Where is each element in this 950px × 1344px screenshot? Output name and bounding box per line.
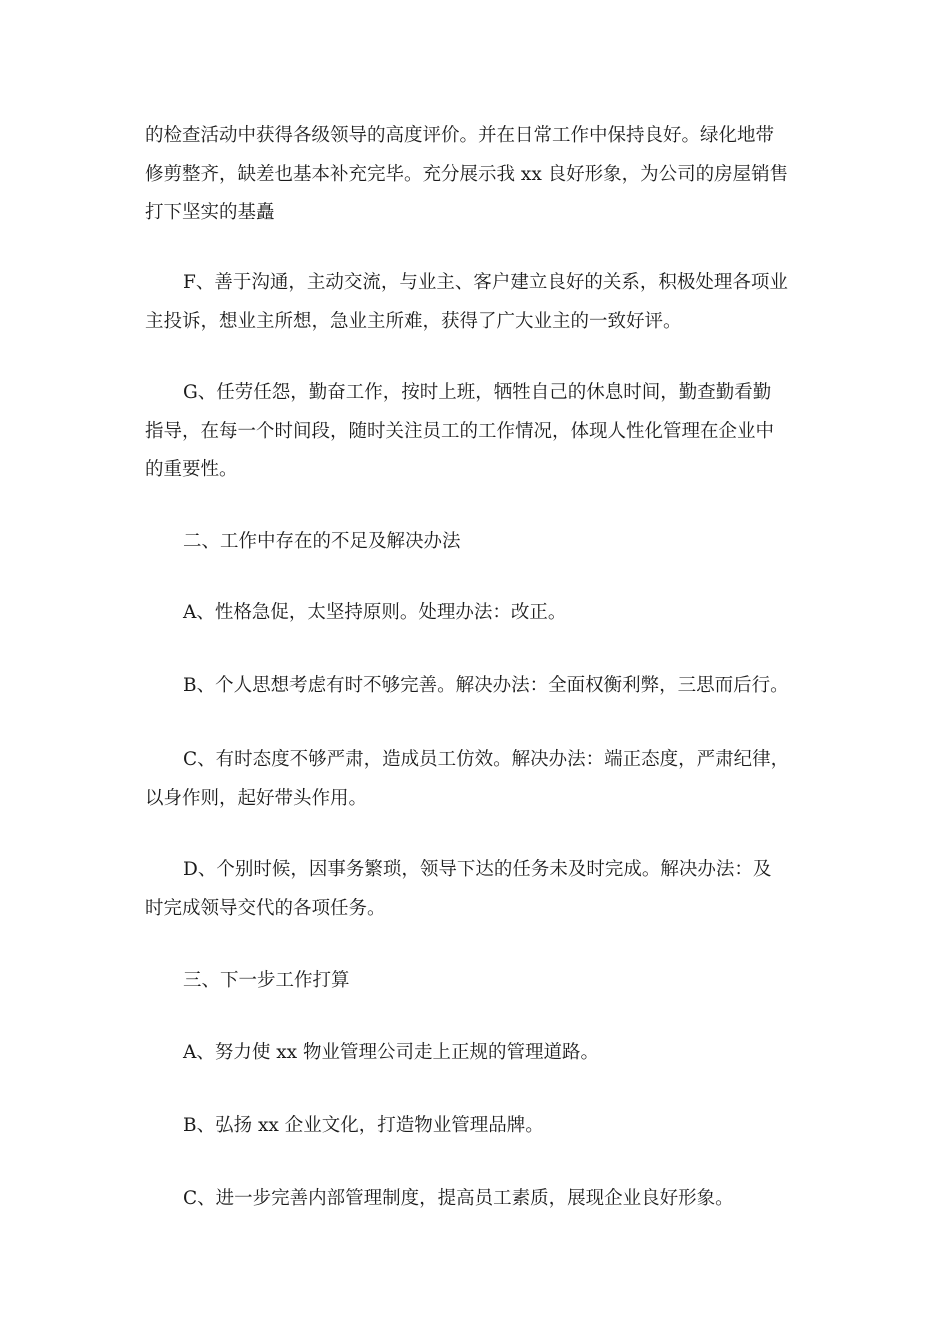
paragraph-item-a: [145, 594, 811, 633]
text-line: D、个别时候，因事务繁琐，领导下达的任务未及时完成。解决办法：及: [183, 859, 772, 880]
text-line: 修剪整齐，缺差也基本补充完毕。充分展示我 xx 良好形象，为公司的房屋销售: [145, 163, 789, 185]
section-heading-3: [145, 962, 811, 1001]
paragraph-item-g: [145, 374, 811, 490]
paragraph-item-c: [145, 741, 811, 818]
text-line: 指导，在每一个时间段，随时关注员工的工作情况，体现人性化管理在企业中: [145, 420, 775, 442]
text-line: 主投诉，想业主所想，急业主所难，获得了广大业主的一致好评。: [145, 310, 682, 332]
text-line: A、努力使 xx 物业管理公司走上正规的管理道路。: [183, 1042, 599, 1063]
plan-item-b: [145, 1107, 811, 1146]
paragraph-continuation: [145, 117, 811, 233]
paragraph-item-f: [145, 264, 811, 341]
section-heading-2: [145, 523, 811, 562]
text-line: C、进一步完善内部管理制度，提高员工素质，展现企业良好形象。: [183, 1188, 734, 1209]
text-line: 的重要性。: [145, 459, 238, 480]
text-line: B、个人思想考虑有时不够完善。解决办法：全面权衡利弊，三思而后行。: [183, 675, 789, 696]
plan-item-c: [145, 1180, 811, 1219]
text-line: C、有时态度不够严肃，造成员工仿效。解决办法：端正态度，严肃纪律，: [183, 749, 790, 770]
text-line: 以身作则，起好带头作用。: [145, 787, 368, 809]
text-line: F、善于沟通，主动交流，与业主、客户建立良好的关系，积极处理各项业: [183, 272, 788, 293]
text-line: A、性格急促，太坚持原则。处理办法：改正。: [183, 602, 567, 623]
text-line: B、弘扬 xx 企业文化，打造物业管理品牌。: [183, 1115, 544, 1136]
text-line: 的检查活动中获得各级领导的高度评价。并在日常工作中保持良好。绿化地带: [145, 125, 775, 146]
text-line: 二、工作中存在的不足及解决办法: [183, 531, 461, 552]
text-line: G、任劳任怨，勤奋工作，按时上班，牺牲自己的休息时间，勤查勤看勤: [183, 382, 772, 403]
plan-item-a: [145, 1034, 811, 1073]
text-line: 三、下一步工作打算: [183, 970, 350, 991]
paragraph-item-d: [145, 851, 811, 928]
text-line: 打下坚实的基矗: [145, 202, 275, 223]
text-line: 时完成领导交代的各项任务。: [145, 897, 386, 919]
paragraph-item-b: [145, 667, 811, 706]
